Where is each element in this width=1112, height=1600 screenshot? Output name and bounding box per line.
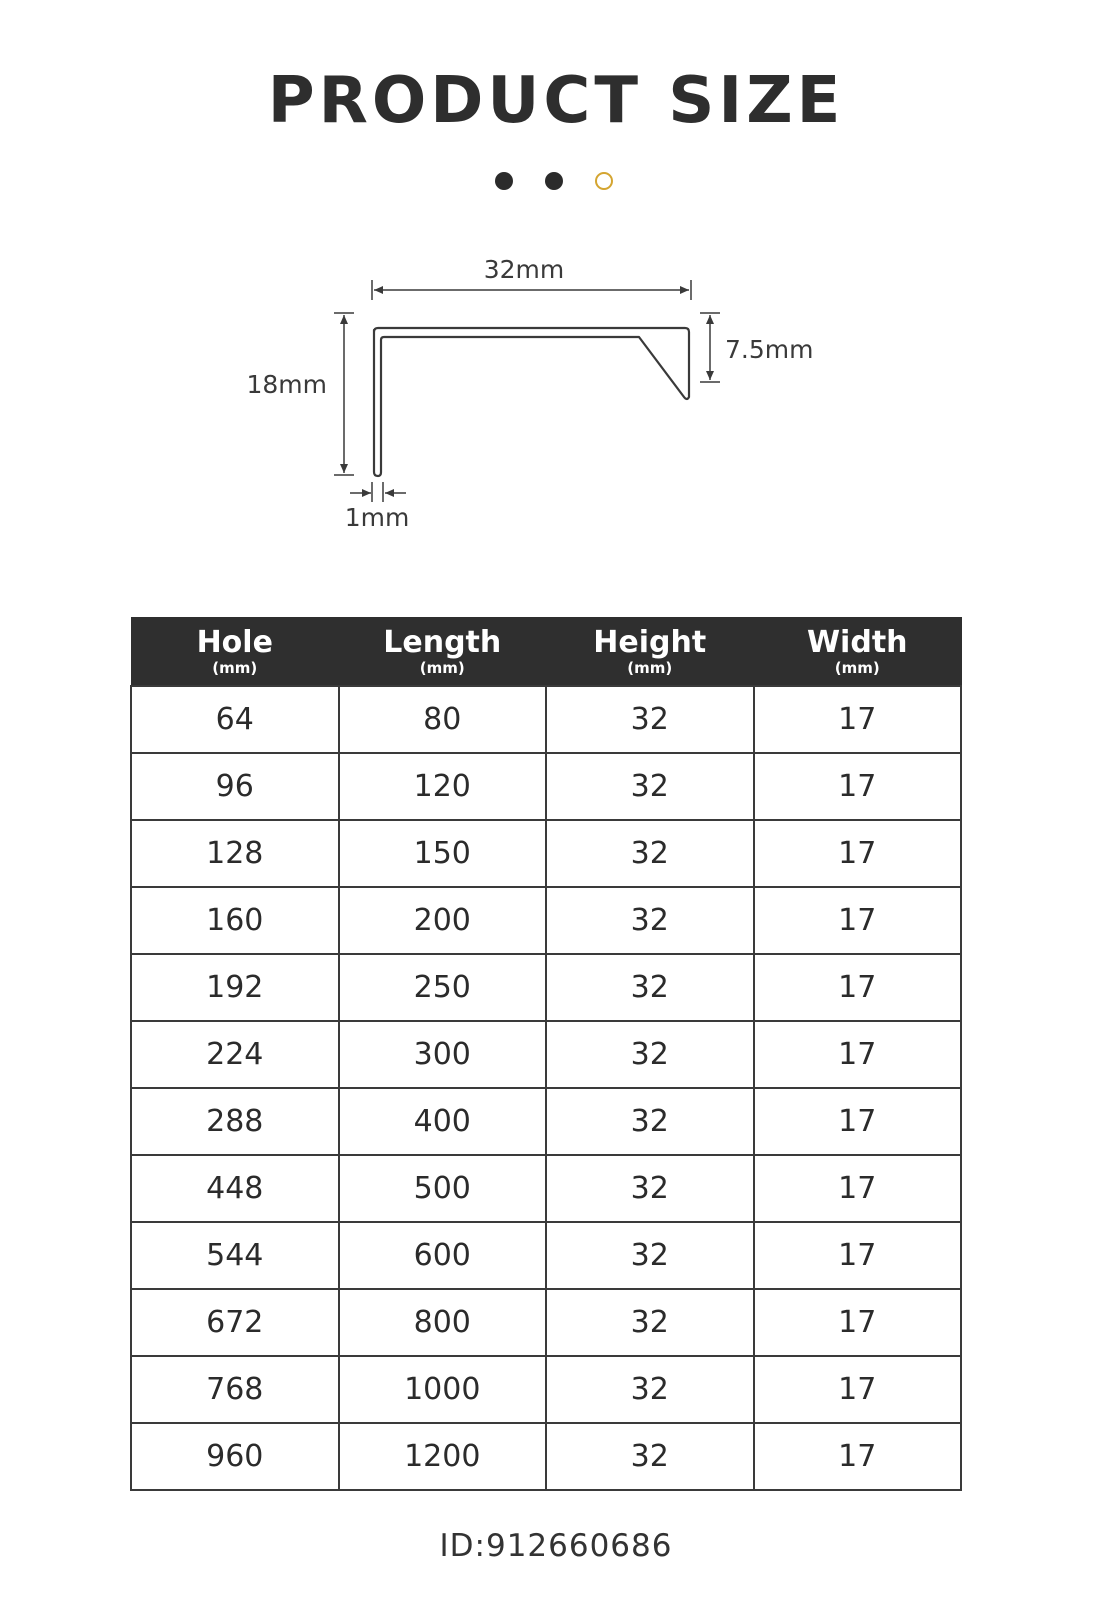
- lip-label: 7.5mm: [725, 335, 814, 364]
- header-hole: [131, 617, 339, 686]
- cell-hole: 64: [131, 686, 339, 753]
- indicator-dot-3: [595, 172, 613, 190]
- cell-width: 17: [754, 1155, 962, 1222]
- cell-length: 80: [339, 686, 547, 753]
- header-length-label: Length: [383, 625, 502, 660]
- table-row: [131, 1155, 961, 1222]
- header-width: [754, 617, 962, 686]
- cell-height: 32: [546, 954, 754, 1021]
- height-label: 18mm: [246, 370, 327, 399]
- table-row: [131, 753, 961, 820]
- cell-hole: 960: [131, 1423, 339, 1490]
- table-row: [131, 686, 961, 753]
- cell-height: 32: [546, 1021, 754, 1088]
- header-width-label: Width: [806, 625, 908, 660]
- cell-hole: 672: [131, 1289, 339, 1356]
- cell-hole: 96: [131, 753, 339, 820]
- cell-length: 150: [339, 820, 547, 887]
- cell-height: 32: [546, 887, 754, 954]
- cell-hole: 160: [131, 887, 339, 954]
- thickness-label: 1mm: [344, 503, 410, 532]
- cell-length: 250: [339, 954, 547, 1021]
- cell-length: 500: [339, 1155, 547, 1222]
- cell-hole: 192: [131, 954, 339, 1021]
- header-length: [339, 617, 547, 686]
- cell-height: 32: [546, 1356, 754, 1423]
- cell-length: 600: [339, 1222, 547, 1289]
- table-row: [131, 1088, 961, 1155]
- cell-hole: 448: [131, 1155, 339, 1222]
- cell-width: 17: [754, 753, 962, 820]
- width-label: 32mm: [483, 255, 565, 284]
- header-length-unit: (mm): [419, 659, 465, 677]
- table-row: [131, 1021, 961, 1088]
- cell-height: 32: [546, 753, 754, 820]
- page-title: PRODUCT SIZE: [267, 64, 845, 138]
- cell-height: 32: [546, 1289, 754, 1356]
- header-height-unit: (mm): [627, 659, 673, 677]
- header-height: [546, 617, 754, 686]
- header-hole-label: Hole: [196, 625, 273, 660]
- cell-height: 32: [546, 1155, 754, 1222]
- table-row: [131, 1423, 961, 1490]
- indicator-dot-1: [495, 172, 513, 190]
- profile-outline: [374, 328, 689, 476]
- cell-width: 17: [754, 1222, 962, 1289]
- size-table-header-row: [131, 617, 961, 686]
- table-row: [131, 954, 961, 1021]
- cell-hole: 288: [131, 1088, 339, 1155]
- table-row: [131, 820, 961, 887]
- cell-width: 17: [754, 1088, 962, 1155]
- cell-width: 17: [754, 820, 962, 887]
- cell-hole: 128: [131, 820, 339, 887]
- table-row: [131, 1222, 961, 1289]
- table-row: [131, 1289, 961, 1356]
- profile-diagram: [230, 250, 850, 550]
- table-row: [131, 1356, 961, 1423]
- cell-length: 400: [339, 1088, 547, 1155]
- cell-length: 120: [339, 753, 547, 820]
- cell-width: 17: [754, 887, 962, 954]
- product-id: ID:912660686: [439, 1528, 673, 1564]
- cell-width: 17: [754, 686, 962, 753]
- header-width-unit: (mm): [834, 659, 880, 677]
- cell-width: 17: [754, 1289, 962, 1356]
- cell-width: 17: [754, 954, 962, 1021]
- cell-hole: 768: [131, 1356, 339, 1423]
- cell-length: 200: [339, 887, 547, 954]
- size-table: [130, 617, 962, 1491]
- cell-height: 32: [546, 1222, 754, 1289]
- indicator-dot-2: [545, 172, 563, 190]
- header-height-label: Height: [593, 625, 707, 660]
- cell-height: 32: [546, 1088, 754, 1155]
- cell-height: 32: [546, 820, 754, 887]
- cell-length: 300: [339, 1021, 547, 1088]
- header-hole-unit: (mm): [212, 659, 258, 677]
- cell-length: 800: [339, 1289, 547, 1356]
- table-row: [131, 887, 961, 954]
- cell-width: 17: [754, 1021, 962, 1088]
- cell-hole: 544: [131, 1222, 339, 1289]
- cell-hole: 224: [131, 1021, 339, 1088]
- cell-height: 32: [546, 686, 754, 753]
- cell-length: 1200: [339, 1423, 547, 1490]
- cell-height: 32: [546, 1423, 754, 1490]
- cell-width: 17: [754, 1423, 962, 1490]
- cell-length: 1000: [339, 1356, 547, 1423]
- cell-width: 17: [754, 1356, 962, 1423]
